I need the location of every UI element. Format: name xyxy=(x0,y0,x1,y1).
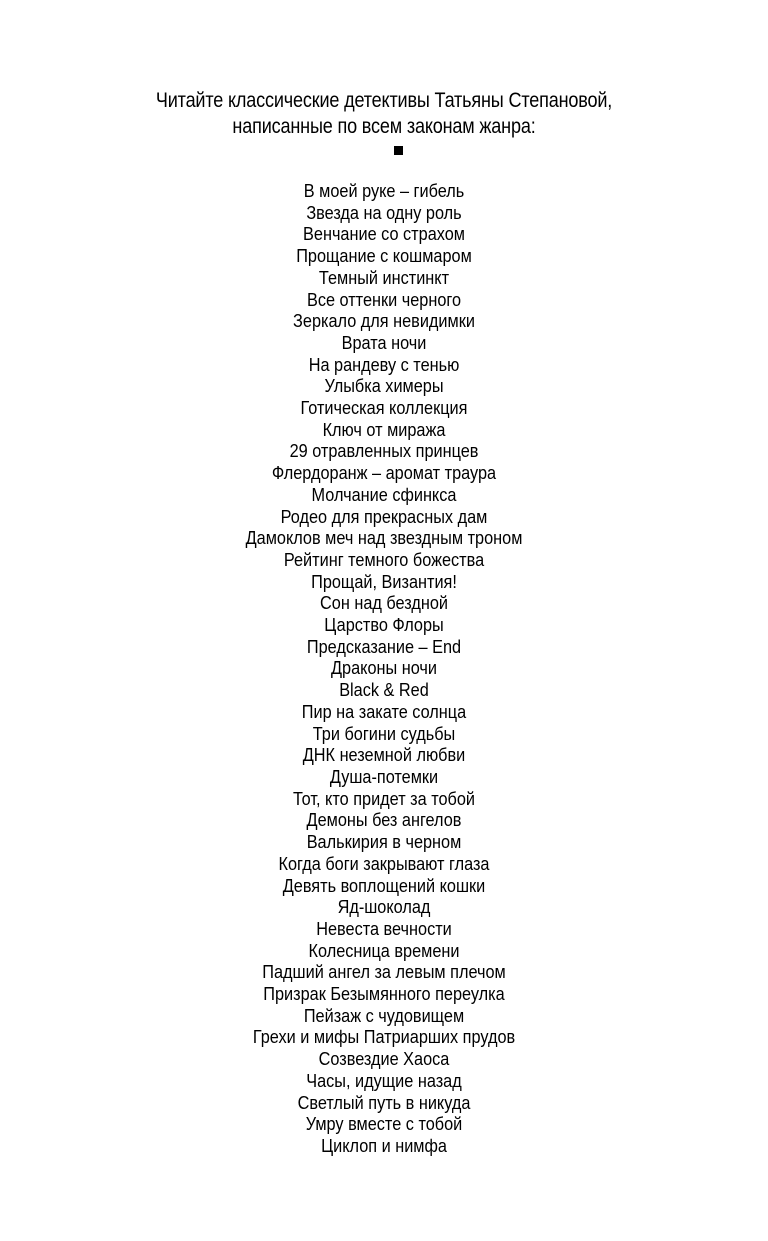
book-title: Родео для прекрасных дам xyxy=(280,505,488,527)
intro-line-2: написанные по всем законам жанра: xyxy=(232,115,536,138)
square-bullet-icon xyxy=(394,146,403,155)
book-title: Когда боги закрывают глаза xyxy=(278,852,490,874)
book-title: Врата ночи xyxy=(341,331,427,353)
book-title: Молчание сфинкса xyxy=(311,483,457,505)
book-title: На рандеву с тенью xyxy=(308,353,460,375)
book-title: Улыбка химеры xyxy=(324,375,444,397)
book-title: Девять воплощений кошки xyxy=(282,874,486,896)
book-title: Демоны без ангелов xyxy=(306,809,462,831)
book-title: Падший ангел за левым плечом xyxy=(262,961,506,983)
book-title: Все оттенки черного xyxy=(306,288,462,310)
book-title: Царство Флоры xyxy=(324,614,444,636)
book-title: Яд-шоколад xyxy=(337,896,431,918)
book-title: Ключ от миража xyxy=(322,418,446,440)
book-title: Колесница времени xyxy=(308,939,460,961)
book-title: Прощай, Византия! xyxy=(311,570,457,592)
book-title: Драконы ночи xyxy=(331,657,437,679)
book-title: Созвездие Хаоса xyxy=(318,1048,450,1070)
intro-heading xyxy=(54,88,714,140)
book-title: Грехи и мифы Патриарших прудов xyxy=(252,1026,516,1048)
book-title: Звезда на одну роль xyxy=(306,201,462,223)
book-title: Умру вместе с тобой xyxy=(305,1113,463,1135)
book-title: Тот, кто придет за тобой xyxy=(292,787,476,809)
book-title: Призрак Безымянного переулка xyxy=(263,983,505,1005)
book-title: Пейзаж с чудовищем xyxy=(303,1004,465,1026)
book-title: Душа-потемки xyxy=(329,765,439,787)
book-title: Готическая коллекция xyxy=(300,397,468,419)
book-title: Три богини судьбы xyxy=(312,722,456,744)
book-title: Флердоранж – аромат траура xyxy=(271,462,497,484)
book-title: 29 отравленных принцев xyxy=(289,440,479,462)
book-title: Прощание с кошмаром xyxy=(296,245,472,267)
book-title: Дамоклов меч над звездным троном xyxy=(245,527,523,549)
book-title: Пир на закате солнца xyxy=(301,700,467,722)
book-title: В моей руке – гибель xyxy=(303,180,465,201)
book-title: Black & Red xyxy=(339,679,429,701)
book-title: Зеркало для невидимки xyxy=(293,310,475,332)
intro-line-1: Читайте классические детективы Татьяны Степановой, xyxy=(155,89,613,112)
book-title: Циклоп и нимфа xyxy=(321,1134,447,1156)
book-title: Невеста вечности xyxy=(316,917,452,939)
book-title: Рейтинг темного божества xyxy=(283,548,485,570)
book-title: Темный инстинкт xyxy=(318,266,450,288)
book-title: Венчание со страхом xyxy=(303,223,465,245)
book-title: Предсказание – End xyxy=(306,635,462,657)
book-title: Сон над бездной xyxy=(320,592,448,614)
book-title: Часы, идущие назад xyxy=(306,1069,462,1091)
book-title: ДНК неземной любви xyxy=(302,744,466,766)
book-title: Светлый путь в никуда xyxy=(297,1091,471,1113)
book-title-list xyxy=(46,180,722,1157)
book-title: Валькирия в черном xyxy=(306,831,462,853)
